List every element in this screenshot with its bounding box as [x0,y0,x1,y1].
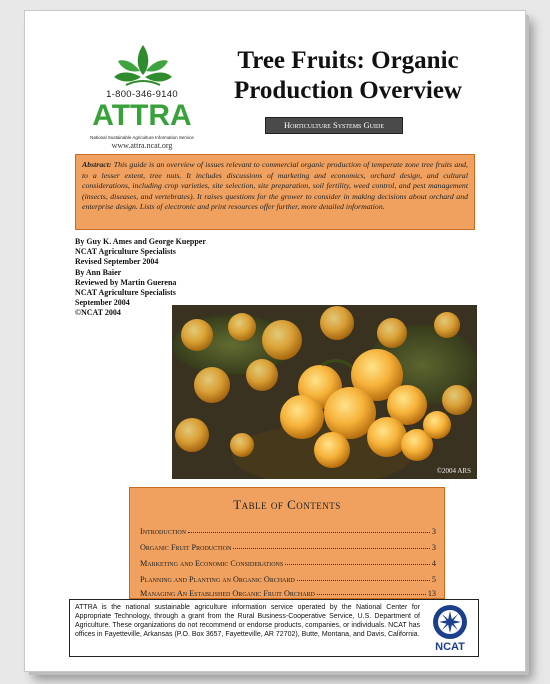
phone-number: 1-800-346-9140 [106,89,178,100]
attra-wordmark: ATTRA [92,99,192,132]
credit-line: NCAT Agriculture Specialists [75,288,176,298]
table-of-contents [129,487,445,599]
leaf-icon [108,41,178,91]
series-badge: Horticulture Systems Guide [265,117,403,134]
orange-cluster-image [172,305,477,479]
toc-item-page: 3 [431,543,436,552]
footer-text: ATTRA is the national sustainable agriculture information service operated by the National Center for Appropriate Technology, through a grant from the Rural Business-Cooperative Service, U.S. Department of Agriculture. These organizations do not recommend or endorse products, companies, or individuals. NCAT has offices in Fayetteville, Arkansas (P.O. Box 3657, Fayetteville, AR 72702), Butte, Montana, and Davis, California. [75,604,420,638]
orange-tree-photo [172,305,477,479]
title-line-1: Tree Fruits: Organic [237,47,459,74]
ncat-wordmark: NCAT [435,641,465,653]
document-page [24,10,526,672]
page-title [203,46,493,106]
credit-line: Revised September 2004 [75,257,159,267]
toc-item-label: Organic Fruit Production [140,543,232,552]
leader-dots [233,548,429,549]
toc-item-label: Marketing and Economic Considerations [140,559,284,568]
credit-line: Reviewed by Martin Guerena [75,277,177,287]
toc-item[interactable] [140,540,436,552]
toc-item-page: 3 [431,527,436,536]
toc-item-label: Planning and Planting an Organic Orchard [140,575,295,584]
leader-dots [297,580,430,581]
attra-logo [87,41,197,161]
toc-item[interactable] [140,572,436,584]
leader-dots [188,532,430,533]
credit-line: By Ann Baier [75,267,122,277]
toc-item-label: Managing An Established Organic Fruit Orchard [140,589,315,598]
toc-item[interactable] [140,556,436,568]
toc-item-page: 4 [431,559,436,568]
toc-item-page: 13 [427,589,436,598]
logo-tagline: National Sustainable Agriculture Information Service [90,135,194,140]
leader-dots [285,564,430,565]
toc-item-label: Introduction [140,527,187,536]
footer-box [69,599,479,657]
credit-line: September 2004 [75,298,130,308]
toc-item-page: 5 [431,575,436,584]
credit-line: By Guy K. Ames and George Kuepper [75,237,206,246]
credit-line: ©NCAT 2004 [75,308,121,318]
ncat-logo [426,603,474,655]
leader-dots [317,594,426,595]
ncat-star-icon [426,603,474,643]
website-url[interactable]: www.attra.ncat.org [111,141,173,150]
credit-line: NCAT Agriculture Specialists [75,247,176,257]
toc-heading: Table of Contents [233,497,341,512]
title-line-2: Production Overview [234,77,462,104]
abstract-text: This guide is an overview of issues relevant to commercial organic production of temperate zone tree fruits and, to a lesser extent, tree nuts. It includes discussions of marketing and economics, orchard design, and cultural considerations, including crop varieties, site selection, site preparation, soil fertility, weed control, and pest management (insects, diseases, and vertebrates). It raises questions for the grower to consider in making decisions about orchard and enterprise design. Lists of electronic and print resources offer further, more detailed information. [82,160,468,212]
abstract-label: Abstract: [82,160,112,169]
toc-item[interactable] [140,586,436,598]
photo-credit: ©2004 ARS [436,467,471,475]
toc-item[interactable] [140,524,436,536]
abstract-box [75,154,475,230]
